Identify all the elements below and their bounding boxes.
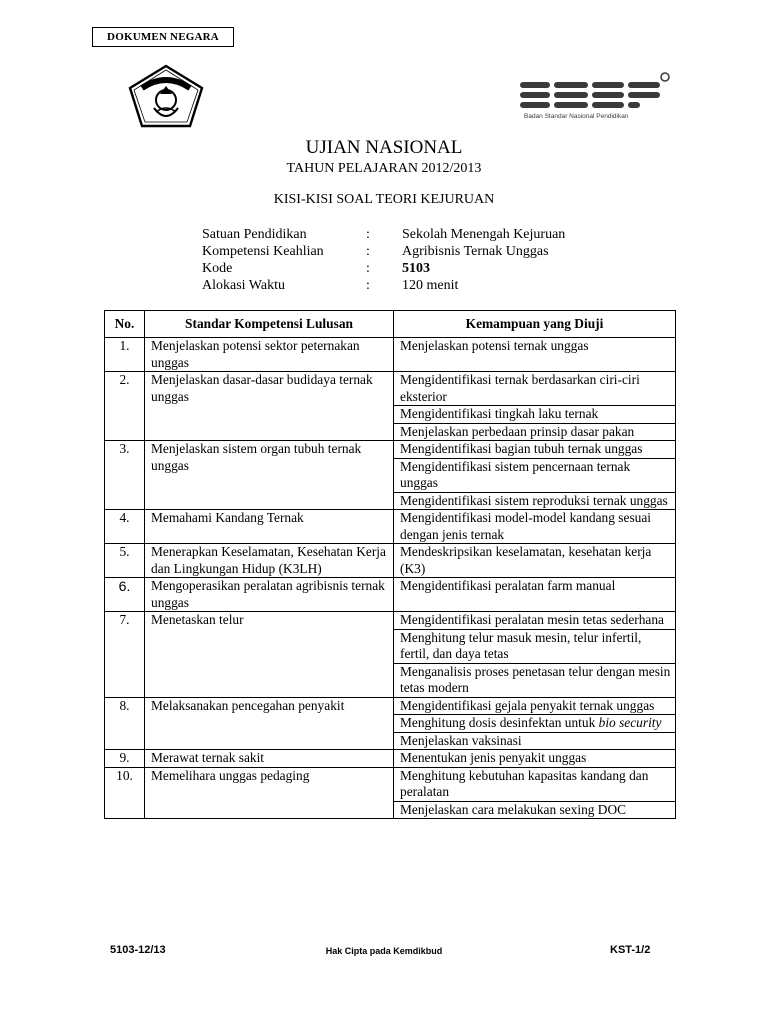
kemampuan-cell: [394, 715, 676, 733]
skl-cell: Merawat ternak sakit: [145, 750, 394, 768]
table-row: [105, 750, 676, 768]
row-number: 2.: [105, 372, 145, 441]
kemampuan-cell: Menentukan jenis penyakit unggas: [394, 750, 676, 768]
kemampuan-text: Menghitung dosis desinfektan untuk: [400, 715, 599, 730]
info-separator: :: [366, 227, 370, 242]
kemampuan-cell: Menjelaskan cara melakukan sexing DOC: [394, 801, 676, 819]
column-header-skl: Standar Kompetensi Lulusan: [145, 311, 394, 338]
table-row: [105, 338, 676, 372]
row-number: 4.: [105, 510, 145, 544]
kemampuan-cell: Mengidentifikasi model-model kandang sesuai dengan jenis ternak: [394, 510, 676, 544]
table-row: [105, 510, 676, 544]
row-number: 3.: [105, 441, 145, 510]
column-header-no: No.: [105, 311, 145, 338]
skl-cell: Menjelaskan potensi sektor peternakan unggas: [145, 338, 394, 372]
kemampuan-cell: Mengidentifikasi ternak berdasarkan ciri-ciri eksterior: [394, 372, 676, 406]
kemampuan-cell: Mengidentifikasi bagian tubuh ternak unggas: [394, 441, 676, 459]
kemampuan-cell: Menjelaskan potensi ternak unggas: [394, 338, 676, 372]
info-row: [202, 226, 565, 243]
info-value: Agribisnis Ternak Unggas: [402, 244, 549, 259]
info-label: Alokasi Waktu: [202, 278, 285, 293]
info-value: 5103: [402, 261, 430, 276]
table-header-row: [105, 311, 676, 338]
row-number: 6.: [105, 578, 145, 612]
skl-cell: Menetaskan telur: [145, 612, 394, 698]
info-label: Kode: [202, 261, 233, 276]
exam-info: [202, 226, 565, 294]
row-number: 1.: [105, 338, 145, 372]
italic-term: bio security: [598, 715, 662, 730]
info-separator: :: [366, 261, 370, 276]
info-label: Kompetensi Keahlian: [202, 244, 324, 259]
tut-wuri-handayani-logo: [126, 64, 206, 128]
document-classification-stamp: DOKUMEN NEGARA: [92, 27, 234, 47]
kemampuan-cell: Menjelaskan vaksinasi: [394, 732, 676, 750]
row-number: 5.: [105, 544, 145, 578]
bsnp-logo: [518, 72, 670, 120]
info-row: [202, 277, 565, 294]
skl-cell: Menerapkan Keselamatan, Kesehatan Kerja dan Lingkungan Hidup (K3LH): [145, 544, 394, 578]
kemampuan-cell: Mengidentifikasi gejala penyakit ternak unggas: [394, 697, 676, 715]
kemampuan-cell: Menjelaskan perbedaan prinsip dasar pakan: [394, 423, 676, 441]
skl-cell: Mengoperasikan peralatan agribisnis ternak unggas: [145, 578, 394, 612]
info-value: Sekolah Menengah Kejuruan: [402, 227, 566, 242]
footer-code: 5103-12/13: [110, 944, 166, 956]
row-number: 8.: [105, 697, 145, 750]
info-separator: :: [366, 278, 370, 293]
row-number: 10.: [105, 767, 145, 819]
kemampuan-cell: Mengidentifikasi peralatan farm manual: [394, 578, 676, 612]
kemampuan-cell: Mendeskripsikan keselamatan, kesehatan kerja (K3): [394, 544, 676, 578]
info-row: [202, 260, 565, 277]
kemampuan-cell: Menghitung telur masuk mesin, telur infertil, fertil, dan daya tetas: [394, 629, 676, 663]
document-heading: KISI-KISI SOAL TEORI KEJURUAN: [273, 192, 495, 207]
table-row: [105, 372, 676, 406]
table-row: [105, 544, 676, 578]
footer-page-id: KST-1/2: [610, 944, 651, 956]
kemampuan-cell: Mengidentifikasi sistem pencernaan ternak unggas: [394, 458, 676, 492]
info-label: Satuan Pendidikan: [202, 227, 307, 242]
table-row: [105, 578, 676, 612]
svg-text:Badan Standar Nasional Pendidi: Badan Standar Nasional Pendidikan: [524, 113, 629, 120]
table-row: [105, 441, 676, 459]
info-row: [202, 243, 565, 260]
info-value: 120 menit: [402, 278, 459, 293]
skl-cell: Memelihara unggas pedaging: [145, 767, 394, 819]
kemampuan-cell: Mengidentifikasi peralatan mesin tetas sederhana: [394, 612, 676, 630]
column-header-kemampuan: Kemampuan yang Diuji: [394, 311, 676, 338]
table-row: [105, 697, 676, 715]
page-title: UJIAN NASIONAL: [305, 137, 463, 158]
academic-year: TAHUN PELAJARAN 2012/2013: [286, 161, 482, 176]
kisi-kisi-table: [104, 310, 676, 819]
row-number: 7.: [105, 612, 145, 698]
kemampuan-cell: Menghitung kebutuhan kapasitas kandang dan peralatan: [394, 767, 676, 801]
skl-cell: Memahami Kandang Ternak: [145, 510, 394, 544]
kemampuan-cell: Menganalisis proses penetasan telur dengan mesin tetas modern: [394, 663, 676, 697]
info-separator: :: [366, 244, 370, 259]
skl-cell: Melaksanakan pencegahan penyakit: [145, 697, 394, 750]
kemampuan-cell: Mengidentifikasi tingkah laku ternak: [394, 406, 676, 424]
table-row: [105, 767, 676, 801]
kemampuan-cell: Mengidentifikasi sistem reproduksi ternak unggas: [394, 492, 676, 510]
skl-cell: Menjelaskan dasar-dasar budidaya ternak unggas: [145, 372, 394, 441]
table-row: [105, 612, 676, 630]
footer-copyright: Hak Cipta pada Kemdikbud: [325, 946, 443, 956]
skl-cell: Menjelaskan sistem organ tubuh ternak unggas: [145, 441, 394, 510]
row-number: 9.: [105, 750, 145, 768]
